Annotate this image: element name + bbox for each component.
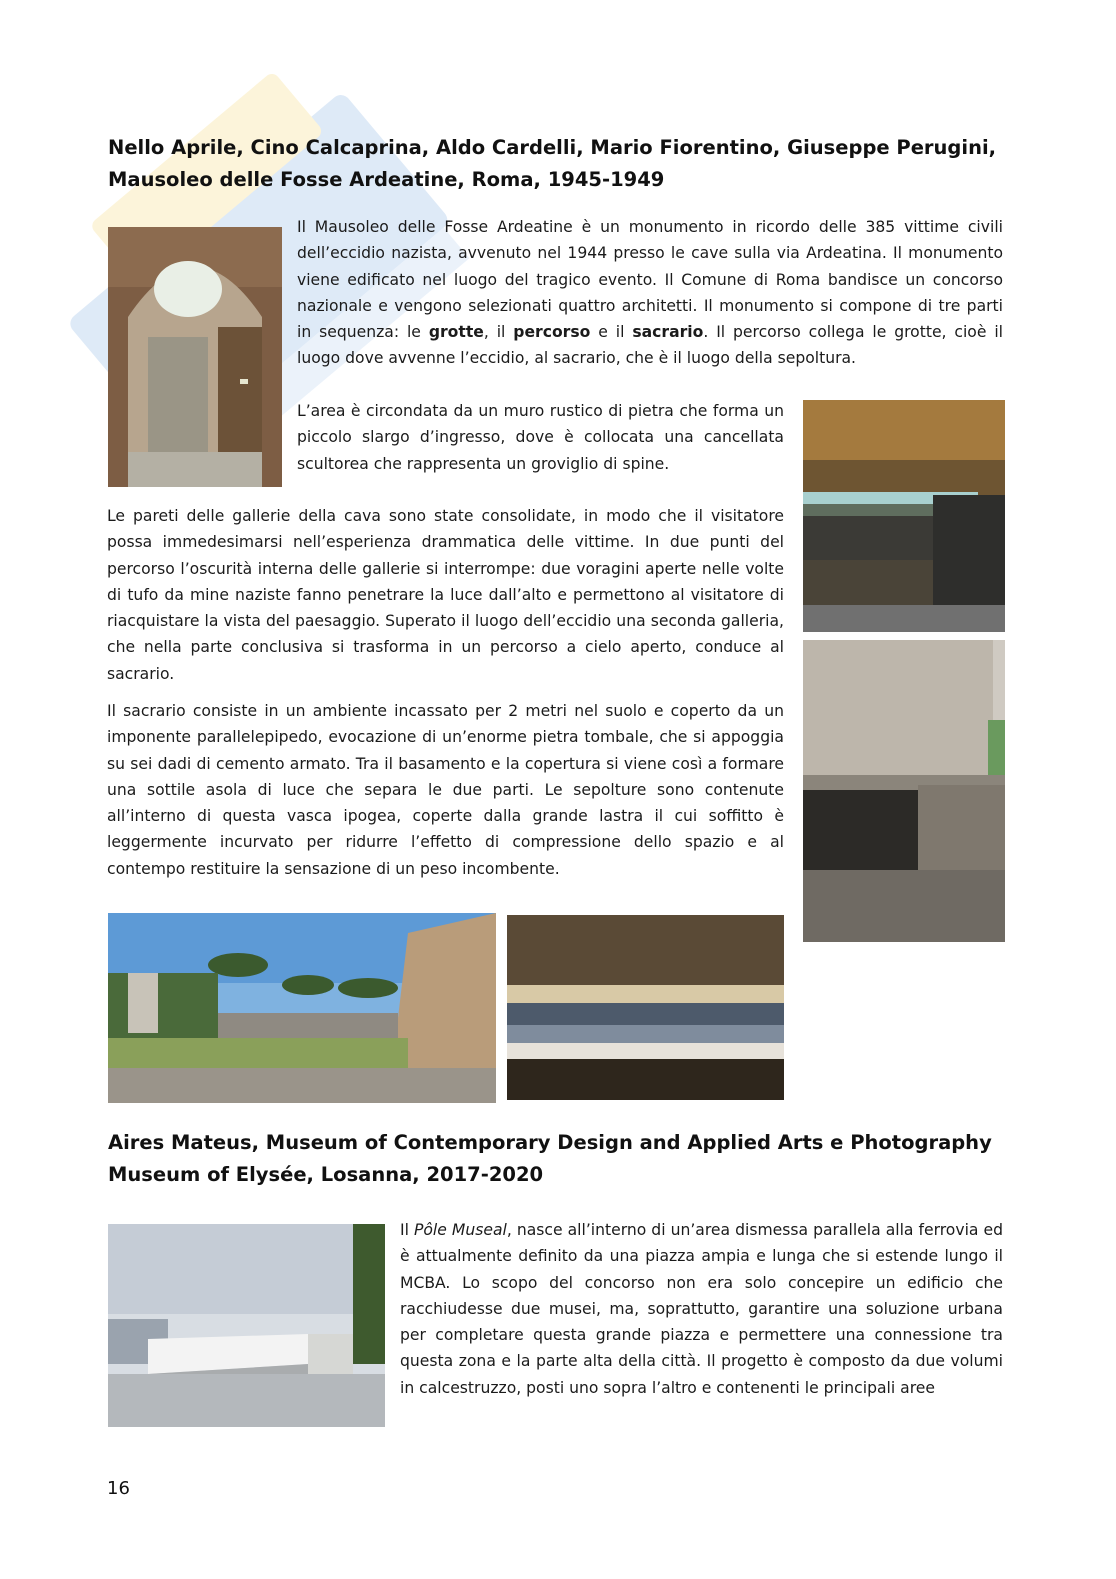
section1-paragraph-2: L’area è circondata da un muro rustico di pietra che forma un piccolo slargo d’ingresso, dove è collocata una cancellata scultorea che rappresenta un groviglio di spine. (297, 402, 784, 473)
photo-museum-render (108, 1224, 385, 1427)
photo-sacrario-slab (803, 640, 1005, 942)
section1-p1-text-c: e il (590, 323, 633, 342)
section1-p1-text-d: . Il percorso collega le grotte, cioè il luogo dove avvenne l’eccidio, al sacrario, che è il luogo della sepoltura. (297, 323, 1003, 368)
section1-heading (108, 132, 1003, 196)
bold-term-grotte: grotte (428, 323, 484, 342)
photo-tombs-interior (507, 915, 784, 1100)
section2-p1-text-b: , nasce all’interno di un’area dismessa parallela alla ferrovia ed è attualmente definito da una piazza ampia e lunga che si estende lungo il MCBA. Lo scopo del concorso non era solo concepire un edificio che racchiudesse due musei, ma, soprattutto, garantire una soluzione urbana per completare questa grande piazza e permettere una connessione tra questa zona e la parte alta della città. Il progetto è composto da due volumi in calcestruzzo, posti uno sopra l’altro e contenenti le principali aree (400, 1221, 1003, 1397)
section1-heading-line2: Mausoleo delle Fosse Ardeatine, Roma, 1945-1949 (108, 168, 665, 191)
section2-p1-text-a: Il (400, 1221, 414, 1239)
section1-p1-text-b: , il (483, 323, 514, 342)
section1-heading-line1: Nello Aprile, Cino Calcaprina, Aldo Cardelli, Mario Fiorentino, Giuseppe Perugini, (108, 136, 997, 159)
photo-grotto-arch (108, 227, 282, 487)
italic-term-pole-museal: Pôle Museal (413, 1221, 507, 1239)
photo-tunnel-light-slit (803, 400, 1005, 632)
page-number: 16 (107, 1478, 130, 1499)
photo-memorial-landscape (108, 913, 496, 1103)
section2-heading (108, 1127, 1003, 1191)
bold-term-percorso: percorso (513, 323, 591, 342)
section1-paragraph-4: Il sacrario consiste in un ambiente incassato per 2 metri nel suolo e coperto da un imponente parallelepipedo, evocazione di un’enorme pietra tombale, che si appoggia su sei dadi di cemento armato. Tra il basamento e la copertura si viene così a formare una sottile asola di luce che separa le due parti. Le sepolture sono contenute all’interno di questa vasca ipogea, coperte dalla grande lastra il cui soffitto è leggermente incurvato per ridurre l’effetto di compressione dello spazio e al contempo restituire la sensazione di un peso incombente. (107, 702, 784, 878)
section2-heading-line2: Museum of Elysée, Losanna, 2017-2020 (108, 1163, 544, 1186)
bold-term-sacrario: sacrario (632, 323, 704, 342)
section2-paragraph-1 (400, 1217, 1003, 1401)
section1-paragraph-1 (297, 214, 1003, 372)
section1-paragraph-3: Le pareti delle gallerie della cava sono state consolidate, in modo che il visitatore possa immedesimarsi nell’esperienza drammatica delle vittime. In due punti del percorso l’oscurità interna delle gallerie si interrompe: due voragini aperte nelle volte di tufo da mine naziste fanno penetrare la luce dall’alto e permettono al visitatore di riacquistare la vista del paesaggio. Superato il luogo dell’eccidio una seconda galleria, che nella parte conclusiva si trasforma in un percorso a cielo aperto, conduce al sacrario. (107, 507, 784, 683)
section2-heading-line1: Aires Mateus, Museum of Contemporary Design and Applied Arts e Photography (108, 1131, 992, 1154)
section1-p1-text-a: Il Mausoleo delle Fosse Ardeatine è un monumento in ricordo delle 385 vittime civili dell’eccidio nazista, avvenuto nel 1944 presso le cave sulla via Ardeatina. Il monumento viene edificato nel luogo del tragico evento. Il Comune di Roma bandisce un concorso nazionale e vengono selezionati quattro architetti. Il monumento si compone di tre parti in sequenza: le (297, 218, 1003, 342)
